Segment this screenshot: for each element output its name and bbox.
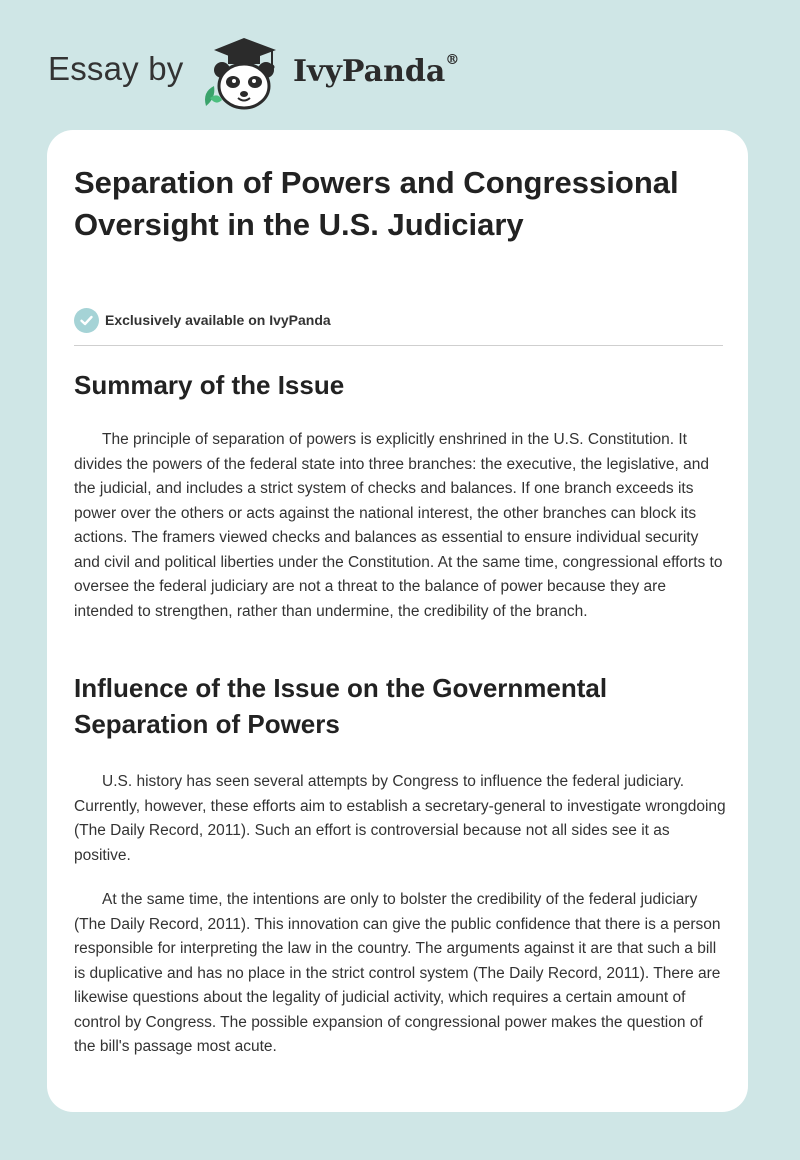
essay-card (47, 130, 748, 1112)
brand-name[interactable] (293, 54, 459, 89)
section-heading-influence: Influence of the Issue on the Governmental Separation of Powers (74, 673, 608, 739)
registered-mark: ® (445, 52, 460, 68)
check-icon (74, 308, 99, 333)
brand-name-text: IvyPanda (293, 54, 446, 89)
paragraph: At the same time, the intentions are only to bolster the credibility of the federal judiciary (The Daily Record, 2011). This innovation can give the public confidence that there is a person responsible for interpreting the law in the country. The arguments against it are that such a bill is duplicative and has no place in the strict control system (The Daily Record, 2011). There are likewise questions about the legality of judicial activity, which requires a certain amount of control by Congress. The possible expansion of congressional power makes the question of the bill's passage most acute. (74, 891, 721, 1055)
paragraph: The principle of separation of powers is explicitly enshrined in the U.S. Constitution. It divides the powers of the federal state into three branches: the executive, the legislative, and the judicial, and includes a strict system of checks and balances. If one branch exceeds its power over the others or acts against the national interest, the other branches can block its actions. The framers viewed checks and balances as essential to ensure individual security and civil and political liberties under the Constitution. At the same time, congressional efforts to oversee the federal judiciary are not a threat to the balance of power because they are intended to strengthen, rather than undermine, the credibility of the branch. (74, 431, 723, 620)
exclusive-badge (74, 307, 331, 333)
section-heading-summary: Summary of the Issue (74, 370, 345, 400)
brand-prefix: Essay by (48, 50, 184, 87)
page-title: Separation of Powers and Congressional Oversight in the U.S. Judiciary (74, 165, 679, 242)
divider (74, 345, 723, 346)
badge-text: Exclusively available on IvyPanda (105, 312, 331, 328)
panda-graduate-icon[interactable] (200, 36, 292, 112)
site-header (0, 0, 800, 130)
paragraph: U.S. history has seen several attempts by Congress to influence the federal judiciary. Currently, however, these efforts aim to establish a secretary-general to investigate wrongdoing (The Daily Record, 2011). Such an effort is controversial because not all sides see it as positive. (74, 773, 726, 864)
